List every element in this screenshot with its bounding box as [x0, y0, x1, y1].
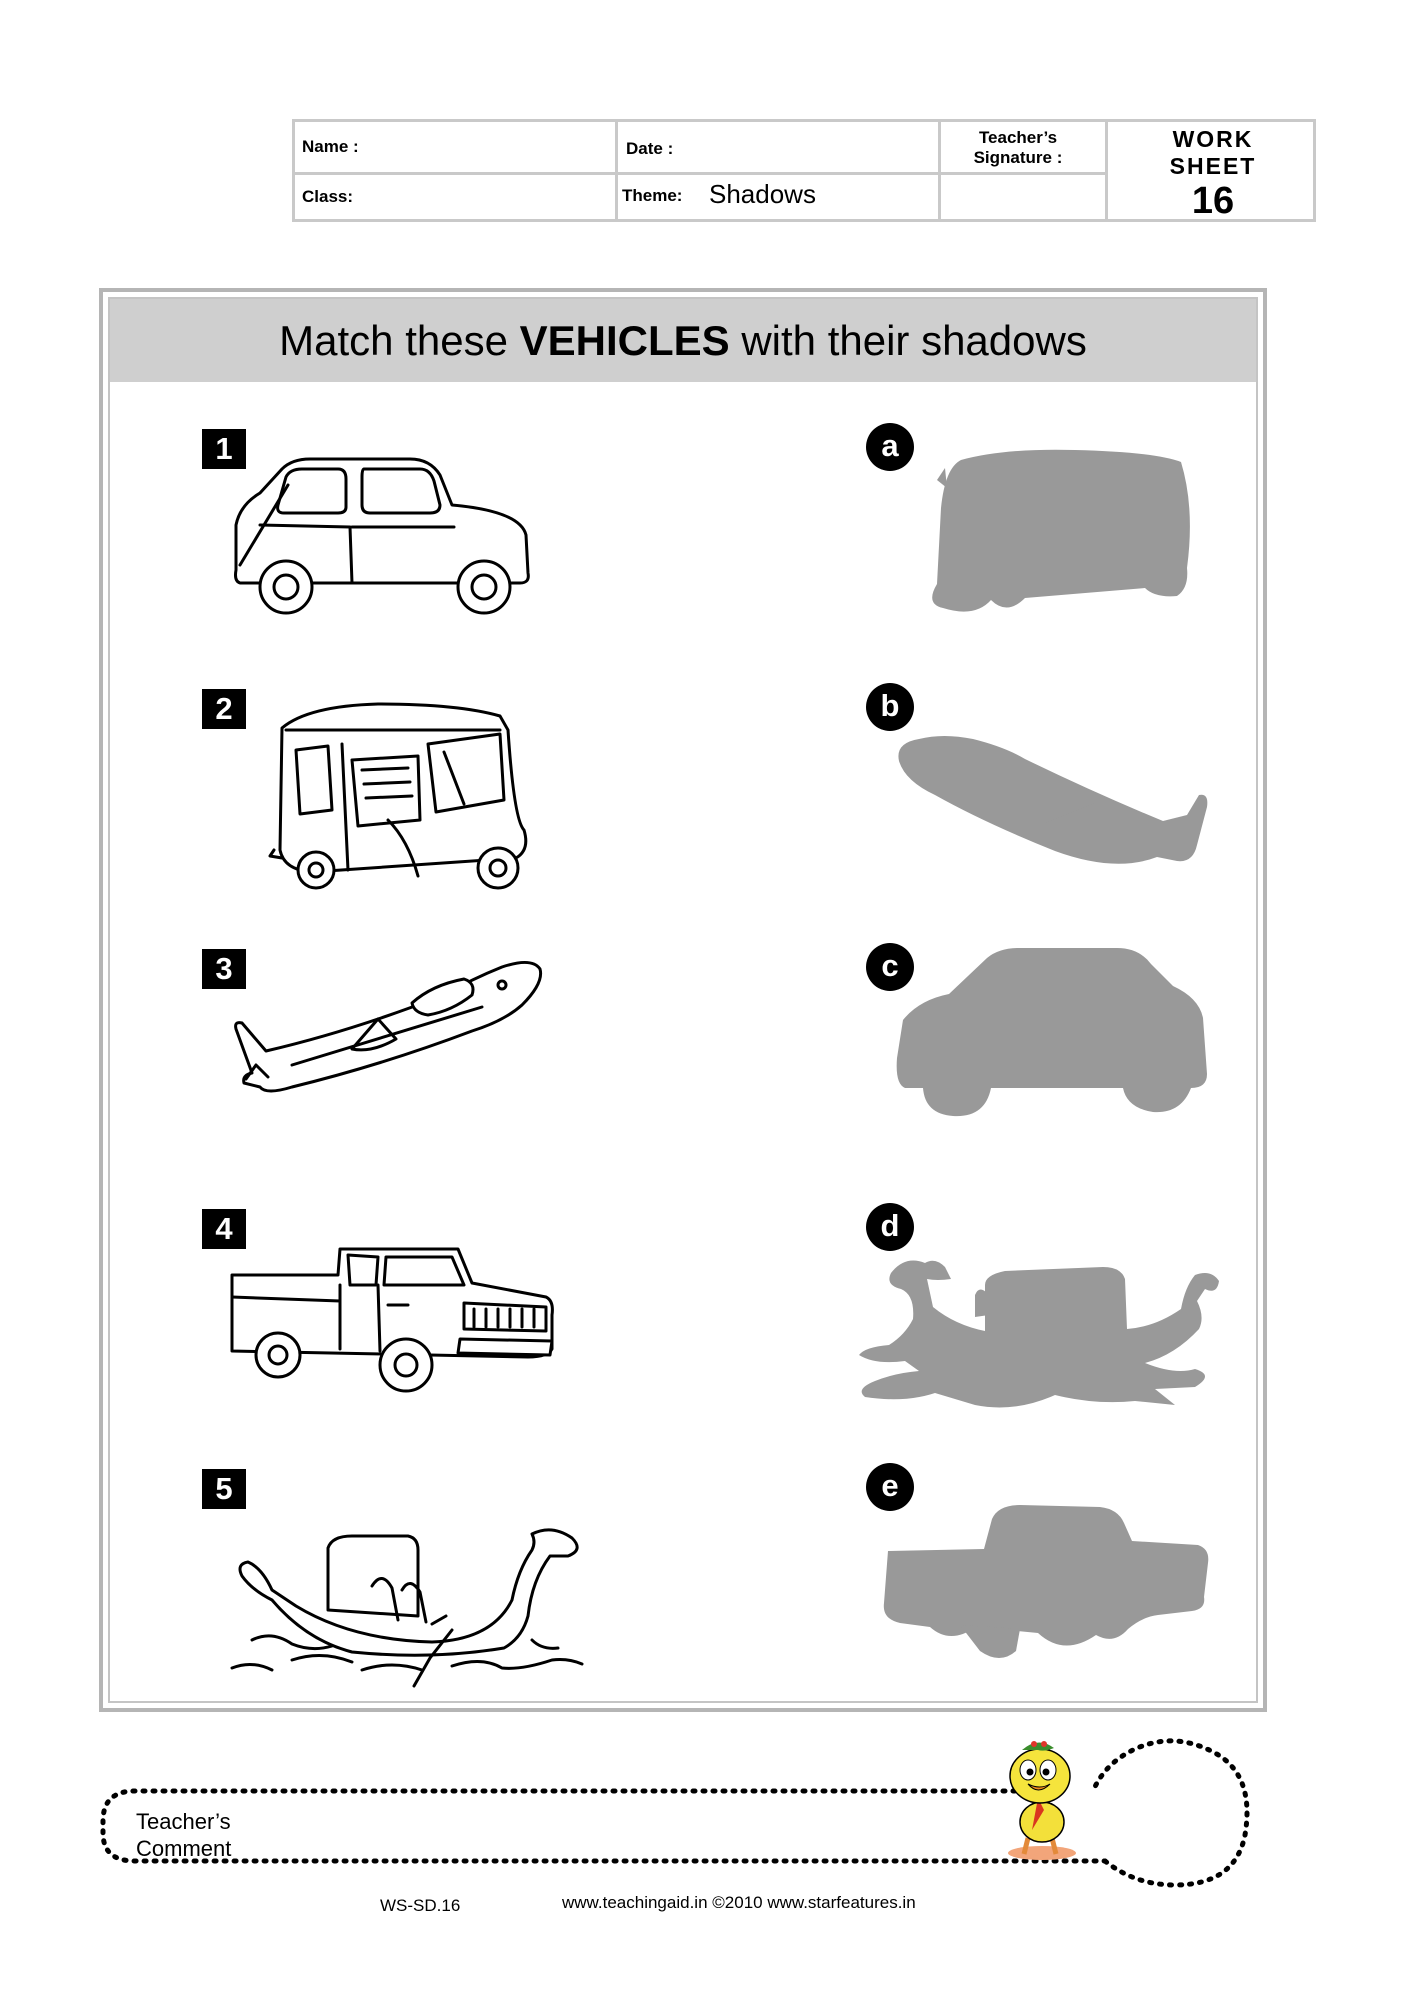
dragon-boat-icon — [232, 1520, 592, 1690]
signature-label-line1: Teacher’s — [978, 128, 1058, 147]
teacher-comment-frame — [95, 1735, 1275, 1895]
auto-rickshaw-shadow-icon — [925, 448, 1195, 618]
date-label: Date : — [626, 139, 674, 158]
vehicle-number-1: 1 — [202, 429, 246, 469]
teacher-comment-line1: Teacher’s — [136, 1809, 231, 1834]
shadow-letter-e: e — [866, 1463, 914, 1511]
signature-label-line2: Signature : — [973, 148, 1063, 167]
pickup-truck-shadow-icon — [880, 1505, 1210, 1665]
divider — [295, 172, 1105, 175]
worksheet-number: 16 — [1191, 180, 1235, 222]
vehicle-number-3: 3 — [202, 949, 246, 989]
worksheet-badge — [1110, 126, 1316, 223]
theme-label: Theme: — [622, 186, 683, 205]
class-label: Class: — [302, 187, 354, 206]
title-bold-word: VEHICLES — [519, 317, 730, 364]
pickup-truck-icon — [228, 1245, 558, 1405]
car-icon — [230, 455, 540, 625]
title-prefix: Match these — [279, 317, 520, 364]
shadow-letter-b: b — [866, 683, 914, 731]
worksheet-code: WS-SD.16 — [380, 1896, 461, 1915]
vehicle-number-4: 4 — [202, 1209, 246, 1249]
activity-title — [110, 299, 1256, 382]
theme-value: Shadows — [709, 179, 816, 209]
vehicle-number-5: 5 — [202, 1469, 246, 1509]
teacher-signature-label — [953, 128, 1083, 168]
worksheet-label-line2: SHEET — [1169, 153, 1257, 179]
shadow-letter-d: d — [866, 1203, 914, 1251]
name-label: Name : — [302, 137, 359, 156]
shadow-letter-a: a — [866, 423, 914, 471]
vehicle-number-2: 2 — [202, 689, 246, 729]
car-shadow-icon — [895, 948, 1215, 1118]
worksheet-header-table — [292, 119, 1316, 222]
footer-website: www.teachingaid.in ©2010 www.starfeatures.in — [562, 1893, 916, 1912]
shadow-letter-c: c — [866, 943, 914, 991]
airplane-shadow-icon — [895, 733, 1207, 883]
duck-mascot-icon — [998, 1738, 1088, 1873]
worksheet-label — [1110, 126, 1316, 180]
teacher-comment-label — [136, 1808, 231, 1862]
divider — [615, 122, 618, 219]
auto-rickshaw-icon — [268, 700, 538, 900]
teacher-comment-line2: Comment — [136, 1836, 232, 1861]
worksheet-label-line1: WORK — [1172, 126, 1254, 152]
dragon-boat-shadow-icon — [855, 1255, 1225, 1415]
divider — [1105, 122, 1108, 219]
divider — [938, 122, 941, 219]
airplane-icon — [232, 955, 544, 1105]
title-suffix: with their shadows — [729, 317, 1087, 364]
